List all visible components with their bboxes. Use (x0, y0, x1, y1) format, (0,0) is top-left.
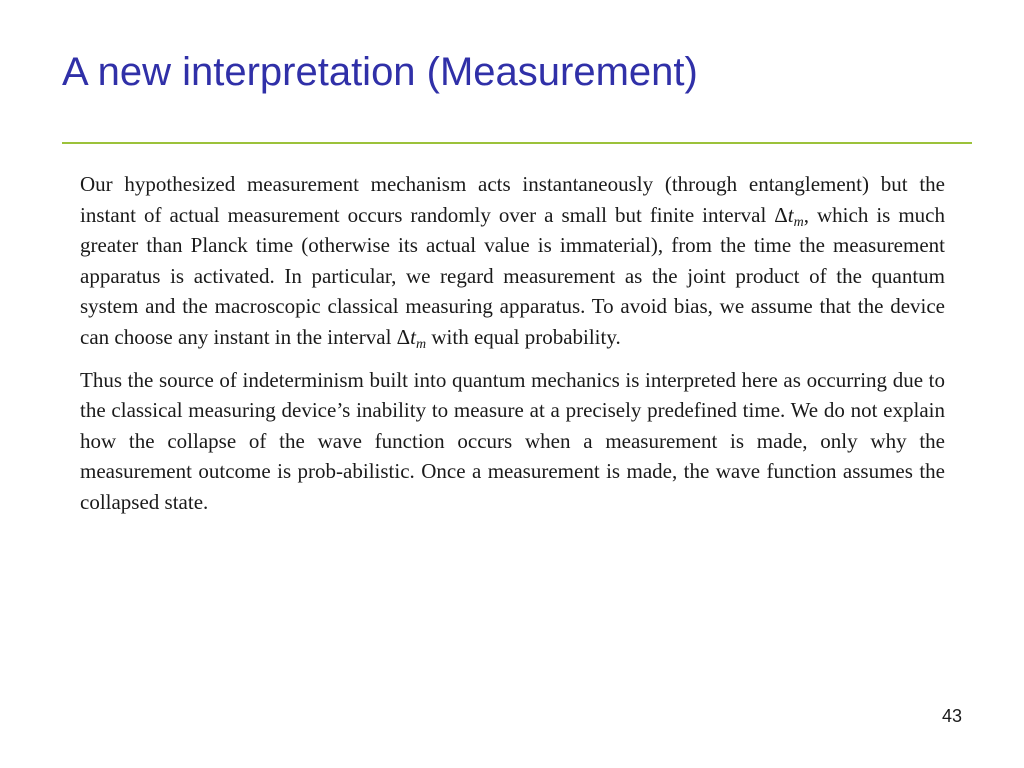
variable-t: t (410, 324, 417, 349)
page-number: 43 (941, 706, 962, 726)
paragraph-measurement-mechanism (80, 169, 945, 353)
paragraph-indeterminism: Thus the source of indeterminism built into quantum mechanics is interpreted here as occurring due to the classical measuring device’s inability to measure at a precisely predefined time. We do not explain how the collapse of the wave function occurs when a measurement is made, only why the measurement outcome is prob-abilistic. Once a measurement is made, the wave function assumes the collapsed state. (80, 367, 945, 514)
slide-title: A new interpretation (Measurement) (62, 50, 698, 94)
paragraph1-text-part2: , which is much greater than Planck time (otherwise its actual value is immaterial), from the time the measurement apparatus is activated. In particular, we regard measurement as the joint product of the quantum system and the macroscopic classical measuring apparatus. To avoid bias, we assume that the device can choose any instant in the interval (80, 202, 945, 349)
paragraph1-text-part1: Our hypothesized measurement mechanism acts instantaneously (through entanglement) but the instant of actual measurement occurs randomly over a small but finite interval (80, 172, 945, 227)
title-divider (62, 142, 972, 144)
subscript-m (794, 215, 804, 230)
delta-symbol: Δ (396, 324, 411, 349)
subscript-m-letter: m (793, 214, 804, 230)
delta-symbol: Δ (774, 202, 788, 227)
variable-t: t (787, 202, 794, 227)
paragraph1-text-part3: with equal probability. (426, 324, 621, 349)
slide-body (80, 169, 945, 530)
subscript-m (416, 337, 426, 352)
subscript-m-letter: m (416, 336, 427, 352)
